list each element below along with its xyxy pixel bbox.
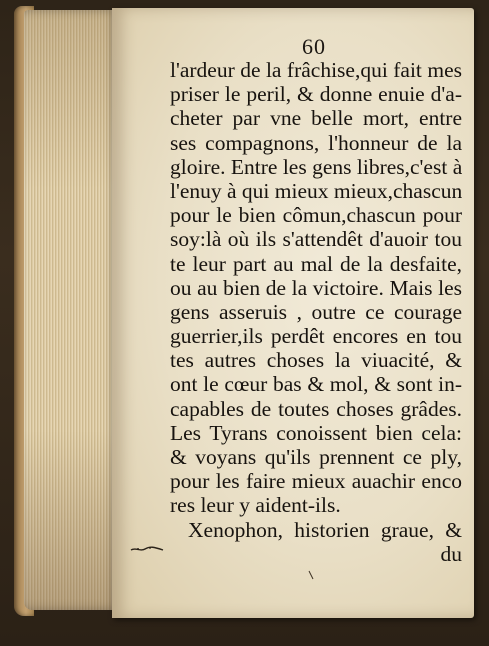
text-line: capables de toutes choses grâdes. bbox=[170, 396, 462, 421]
catchword: du bbox=[440, 541, 462, 566]
page-text bbox=[170, 58, 462, 566]
text-line: pour le bien cômun,chascun pour bbox=[170, 203, 462, 228]
text-line: & voyans qu'ils prennent ce ply, bbox=[170, 445, 462, 469]
text-line: soy:là où ils s'attendêt d'auoir tou bbox=[170, 227, 462, 252]
text-line: pour les faire mieux auachir enco bbox=[170, 469, 462, 494]
ink-mark bbox=[130, 544, 164, 554]
book-page bbox=[112, 8, 474, 618]
page-edges bbox=[24, 10, 120, 610]
text-line: ou au bien de la victoire. Mais les bbox=[170, 275, 462, 300]
text-line: cheter par vne belle mort, entre bbox=[170, 106, 462, 131]
page-number: 60 bbox=[302, 34, 326, 59]
ink-speck bbox=[308, 570, 314, 580]
text-line: Xenophon, historien graue, & bbox=[188, 517, 462, 542]
text-line: l'ardeur de la frâchise,qui fait mes bbox=[170, 58, 462, 82]
text-line: ont le cœur bas & mol, & sont in- bbox=[170, 372, 462, 397]
text-line: Les Tyrans conoissent bien cela: bbox=[170, 420, 462, 445]
text-line: gloire. Entre les gens libres,c'est à bbox=[170, 154, 463, 179]
text-line: tes autres choses la viuacité, & bbox=[170, 348, 462, 373]
text-line: te leur part au mal de la desfaite, bbox=[170, 251, 462, 276]
text-line: ses compagnons, l'honneur de la bbox=[170, 130, 462, 155]
text-line: gens asseruis , outre ce courage bbox=[170, 299, 462, 324]
text-line: guerrier,ils perdêt encores en tou bbox=[170, 324, 462, 349]
text-line: priser le peril, & donne enuie d'a- bbox=[170, 82, 462, 107]
text-line: res leur y aident-ils. bbox=[170, 493, 341, 518]
text-line: l'enuy à qui mieux mieux,chascun bbox=[170, 178, 463, 203]
